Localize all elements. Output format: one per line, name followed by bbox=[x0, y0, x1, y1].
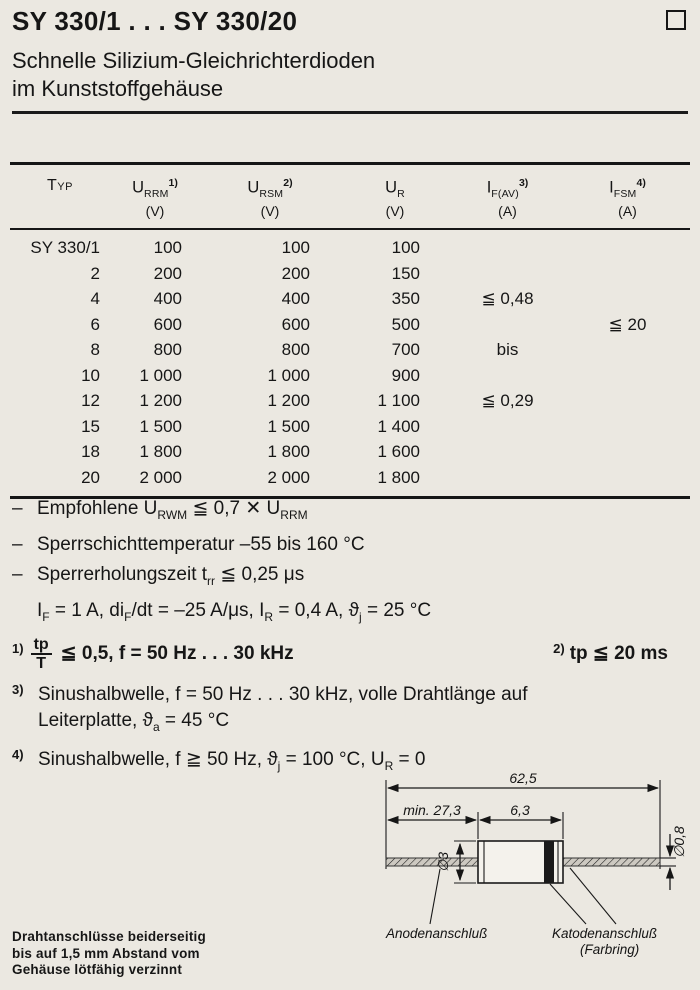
cell-typ: 10 bbox=[81, 365, 100, 385]
dimension-wire-diameter: ∅0,8 bbox=[671, 826, 687, 858]
cell-ifav bbox=[450, 465, 565, 498]
solderability-note-line-3: Gehäuse lötfähig verzinnt bbox=[12, 962, 183, 977]
solderability-note-line-2: bis auf 1,5 mm Abstand vom bbox=[12, 945, 200, 961]
note-test-conditions: $I_F = 1$ A, $di_F/dt = -25$ A/μs, $I_R = 0,4$ A, $ϑ_j = 25$ °C bbox=[37, 600, 432, 624]
anode-label: Anodenanschluß bbox=[386, 926, 488, 941]
cell-ifsm bbox=[565, 287, 690, 313]
cell-ifsm bbox=[565, 465, 690, 498]
cell-urrm: 100 bbox=[153, 238, 182, 258]
cell-ifsm bbox=[565, 440, 690, 466]
leader-line bbox=[550, 884, 586, 924]
leader-line bbox=[430, 869, 440, 924]
cathode-label: Katodenanschluß bbox=[552, 926, 658, 941]
note-reverse-recovery: – Sperrerholungszeit $t_{rr}$ ≦ 0,25 μs bbox=[12, 563, 305, 588]
solderability-note bbox=[12, 929, 206, 979]
cell-typ: 18 bbox=[81, 442, 100, 462]
anode-lead bbox=[386, 858, 478, 866]
ratings-table-section bbox=[10, 162, 690, 499]
corner-checkbox bbox=[666, 10, 686, 30]
cell-typ: 15 bbox=[81, 416, 100, 436]
cathode-lead bbox=[563, 858, 660, 866]
col-header-ursm: $U_{RSM}^{2)}$ (V) bbox=[200, 164, 340, 230]
table-header-row bbox=[10, 164, 690, 230]
note-junction-temperature: – Sperrschichttemperatur –55 bis 160 °C bbox=[12, 534, 365, 556]
cell-urrm: 1 500 bbox=[139, 416, 182, 436]
footnote-3: $^{3)}$ Sinushalbwelle, f = 50 Hz . . . 30 kHz, volle Drahtlänge auf Leiterplatte, $ϑ_a = 45$ °C bbox=[12, 681, 528, 734]
cathode-colorband-label: (Farbring) bbox=[580, 942, 640, 957]
table-row bbox=[10, 465, 690, 498]
cell-ur: 900 bbox=[391, 365, 420, 385]
ratings-table bbox=[10, 162, 690, 499]
diode-outline-drawing bbox=[318, 772, 693, 982]
table-row bbox=[10, 389, 690, 415]
table-row bbox=[10, 261, 690, 287]
cell-ursm: 200 bbox=[281, 263, 310, 283]
cell-urrm: 1 800 bbox=[139, 442, 182, 462]
col-header-ifav: $I_{F(AV)}^{3)}$ (A) bbox=[450, 164, 565, 230]
table-row bbox=[10, 287, 690, 313]
dimension-body: 6,3 bbox=[510, 802, 530, 818]
footnote-4: $^{4)}$ Sinushalbwelle, f ≧ 50 Hz, $ϑ_j = 100$ °C, $U_R = 0$ bbox=[12, 746, 426, 773]
table-row bbox=[10, 338, 690, 364]
footnote-row-1-2 bbox=[12, 636, 690, 672]
cell-typ: 6 bbox=[90, 314, 100, 334]
cell-urrm: 600 bbox=[153, 314, 182, 334]
notes-section bbox=[12, 498, 690, 785]
footnote-1: $^{1)}$ $\frac{tp}{T}$ ≦ 0,5, f = 50 Hz . . . 30 kHz bbox=[12, 635, 294, 672]
cell-ur: 700 bbox=[391, 340, 420, 360]
cell-typ: 4 bbox=[90, 289, 100, 309]
cell-urrm: 400 bbox=[153, 289, 182, 309]
cell-ifsm bbox=[565, 414, 690, 440]
cell-ifsm bbox=[565, 389, 690, 415]
table-row bbox=[10, 363, 690, 389]
cell-ursm: 800 bbox=[281, 340, 310, 360]
cell-ursm: 1 200 bbox=[267, 391, 310, 411]
cell-ur: 150 bbox=[391, 263, 420, 283]
subtitle-line-1: Schnelle Silizium-Gleichrichterdioden bbox=[12, 48, 376, 73]
cell-ifav: bis bbox=[496, 340, 519, 360]
header bbox=[12, 6, 688, 114]
cell-ifsm bbox=[565, 338, 690, 364]
cell-ifsm bbox=[565, 229, 690, 261]
col-header-ifsm: $I_{FSM}^{4)}$ (A) bbox=[565, 164, 690, 230]
cell-ifav bbox=[450, 414, 565, 440]
cell-typ: 12 bbox=[81, 391, 100, 411]
solderability-note-line-1: Drahtanschlüsse beiderseitig bbox=[12, 929, 206, 944]
cell-urrm: 2 000 bbox=[139, 467, 182, 487]
cell-ur: 1 400 bbox=[377, 416, 420, 436]
footnote-2: $^{2)}$ tp ≦ 20 ms bbox=[553, 641, 668, 665]
cell-typ: 2 bbox=[90, 263, 100, 283]
cell-ursm: 600 bbox=[281, 314, 310, 334]
cell-ifsm: ≦ 20 bbox=[608, 314, 647, 334]
cell-urrm: 1 000 bbox=[139, 365, 182, 385]
package-drawing bbox=[318, 772, 693, 987]
cell-ifav bbox=[450, 363, 565, 389]
cathode-band bbox=[544, 841, 554, 883]
cell-ursm: 1 000 bbox=[267, 365, 310, 385]
cell-ur: 1 800 bbox=[377, 467, 420, 487]
cell-ifav bbox=[450, 261, 565, 287]
cell-ur: 500 bbox=[391, 314, 420, 334]
note-urwm: – Empfohlene $U_{RWM}$ ≦ 0,7 ✕ $U_{RRM}$ bbox=[12, 498, 308, 522]
cell-typ: SY 330/1 bbox=[30, 238, 100, 258]
cell-urrm: 200 bbox=[153, 263, 182, 283]
cell-ursm: 1 500 bbox=[267, 416, 310, 436]
page-title: SY 330/1 . . . SY 330/20 bbox=[12, 6, 298, 36]
leader-line bbox=[570, 868, 616, 924]
dimension-total: 62,5 bbox=[509, 772, 537, 786]
cell-ifsm bbox=[565, 363, 690, 389]
cell-ifsm bbox=[565, 261, 690, 287]
cell-ifav bbox=[450, 440, 565, 466]
table-row bbox=[10, 414, 690, 440]
cell-ur: 350 bbox=[391, 289, 420, 309]
subtitle bbox=[12, 47, 688, 103]
cell-ursm: 400 bbox=[281, 289, 310, 309]
cell-ifav bbox=[450, 312, 565, 338]
cell-typ: 8 bbox=[90, 340, 100, 360]
cell-ur: 1 600 bbox=[377, 442, 420, 462]
cell-ifav bbox=[450, 229, 565, 261]
cell-ursm: 100 bbox=[281, 238, 310, 258]
col-header-urrm: $U_{RRM}^{1)}$ (V) bbox=[110, 164, 200, 230]
cell-ifav: ≦ 0,48 bbox=[481, 289, 534, 309]
cell-ifav: ≦ 0,29 bbox=[481, 391, 534, 411]
cell-ur: 1 100 bbox=[377, 391, 420, 411]
subtitle-line-2: im Kunststoffgehäuse bbox=[12, 76, 224, 101]
table-row bbox=[10, 312, 690, 338]
col-header-typ: Typ bbox=[10, 164, 110, 230]
dimension-body-diameter: ∅3 bbox=[435, 852, 451, 872]
cell-typ: 20 bbox=[81, 467, 100, 487]
horizontal-rule bbox=[12, 111, 688, 114]
cell-urrm: 1 200 bbox=[139, 391, 182, 411]
cell-ursm: 2 000 bbox=[267, 467, 310, 487]
col-header-ur: $U_R$ (V) bbox=[340, 164, 450, 230]
table-row bbox=[10, 229, 690, 261]
dimension-lead: min. 27,3 bbox=[403, 802, 461, 818]
tp-over-T-fraction: $\frac{tp}{T}$ bbox=[31, 636, 52, 672]
cell-ur: 100 bbox=[391, 238, 420, 258]
cell-ursm: 1 800 bbox=[267, 442, 310, 462]
cell-urrm: 800 bbox=[153, 340, 182, 360]
table-row bbox=[10, 440, 690, 466]
